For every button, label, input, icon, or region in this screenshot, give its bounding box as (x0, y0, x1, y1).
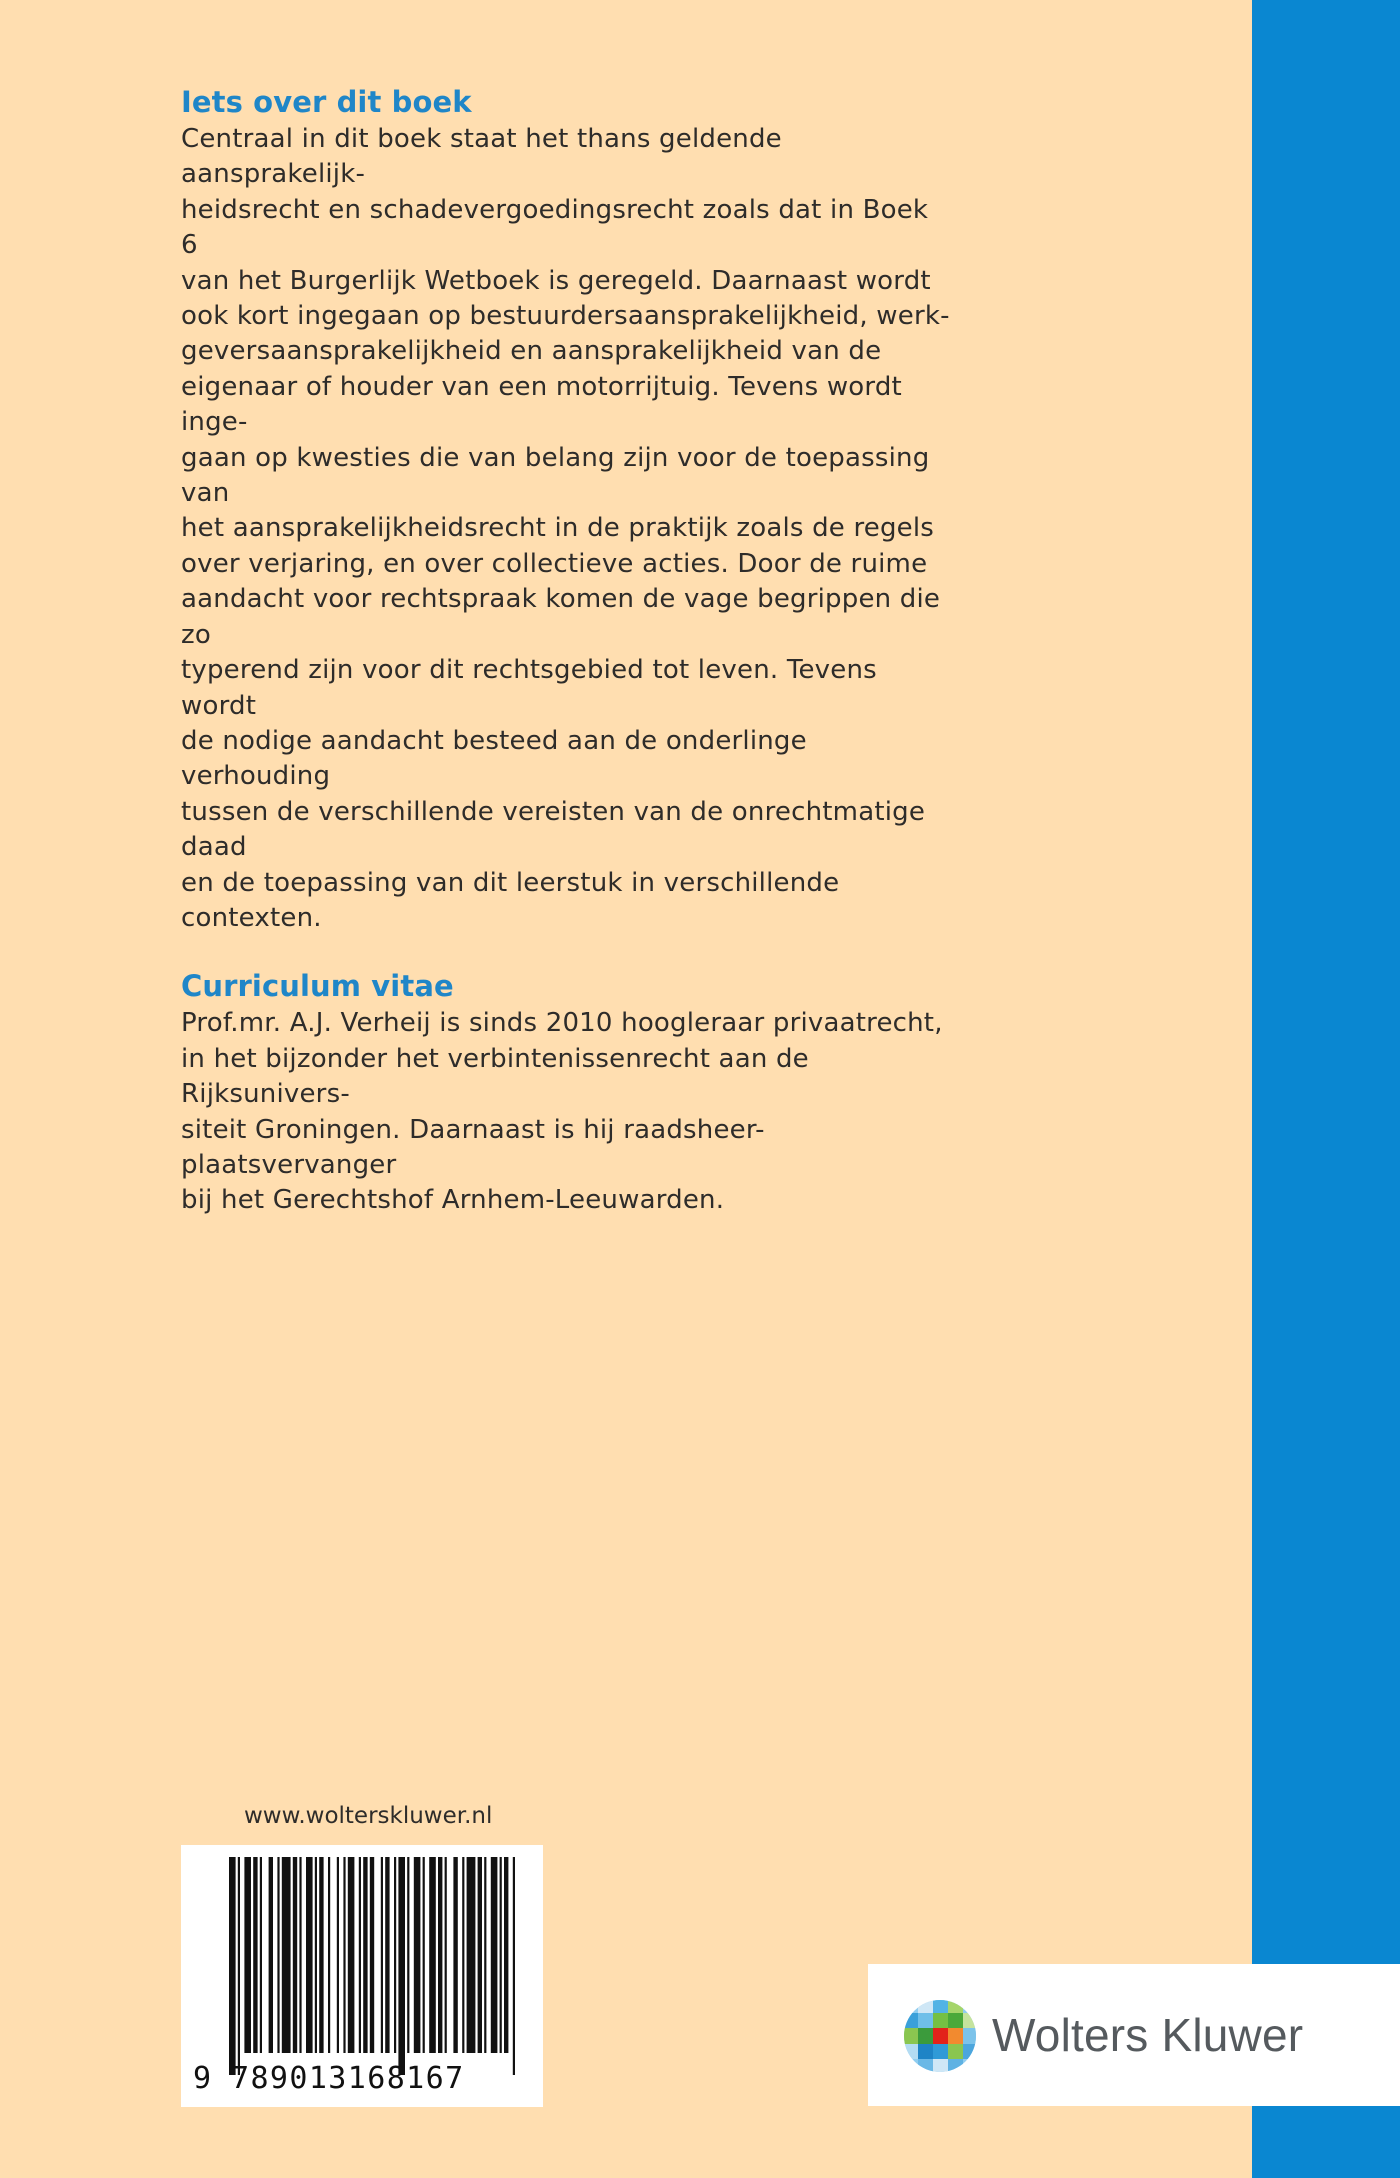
wolters-kluwer-mosaic-icon (902, 1998, 978, 2074)
about-heading: Iets over dit boek (181, 85, 472, 119)
cv-text: Prof.mr. A.J. Verheij is sinds 2010 hoogleraar privaatrecht, in het bijzonder het verbintenissenrecht aan de Rijksunivers- siteit Groningen. Daarnaast is hij raadsheer-plaatsvervanger bij het Gerechtshof Arnhem-Leeuwarden. (181, 1008, 943, 1216)
publisher-name: Wolters Kluwer (992, 2009, 1304, 2061)
website-link[interactable]: www.wolterskluwer.nl (244, 1803, 493, 1829)
blue-spine-band (1252, 0, 1400, 2178)
about-text: Centraal in dit boek staat het thans geldende aansprakelijk- heidsrecht en schadevergoedingsrecht zoals dat in Boek 6 van het Burgerlijk Wetboek is geregeld. Daarnaast wordt ook kort ingegaan op bestuurdersaansprakelijkheid, werk- geversaansprakelijkheid en aansprakelijkheid van de eigenaar of houder van een motorrijtuig. Tevens wordt inge- gaan op kwesties die van belang zijn voor de toepassing van het aansprakelijkheidsrecht in de praktijk zoals de regels over verjaring, en over collectieve acties. Door de ruime aandacht voor rechtspraak komen de vage begrippen die zo typerend zijn voor dit rechtsgebied tot leven. Tevens wordt de nodige aandacht besteed aan de onderlinge verhouding tussen de verschillende vereisten van de onrechtmatige daad en de toepassing van dit leerstuk in verschillende contexten. (181, 124, 950, 933)
barcode-first-digit: 9 (193, 2061, 212, 2096)
publisher-logo-panel (868, 1964, 1400, 2106)
barcode-digits: 789013168167 (231, 2061, 465, 2096)
cv-heading: Curriculum vitae (181, 969, 454, 1004)
isbn-barcode (181, 1845, 543, 2107)
back-cover-text (181, 82, 951, 1219)
